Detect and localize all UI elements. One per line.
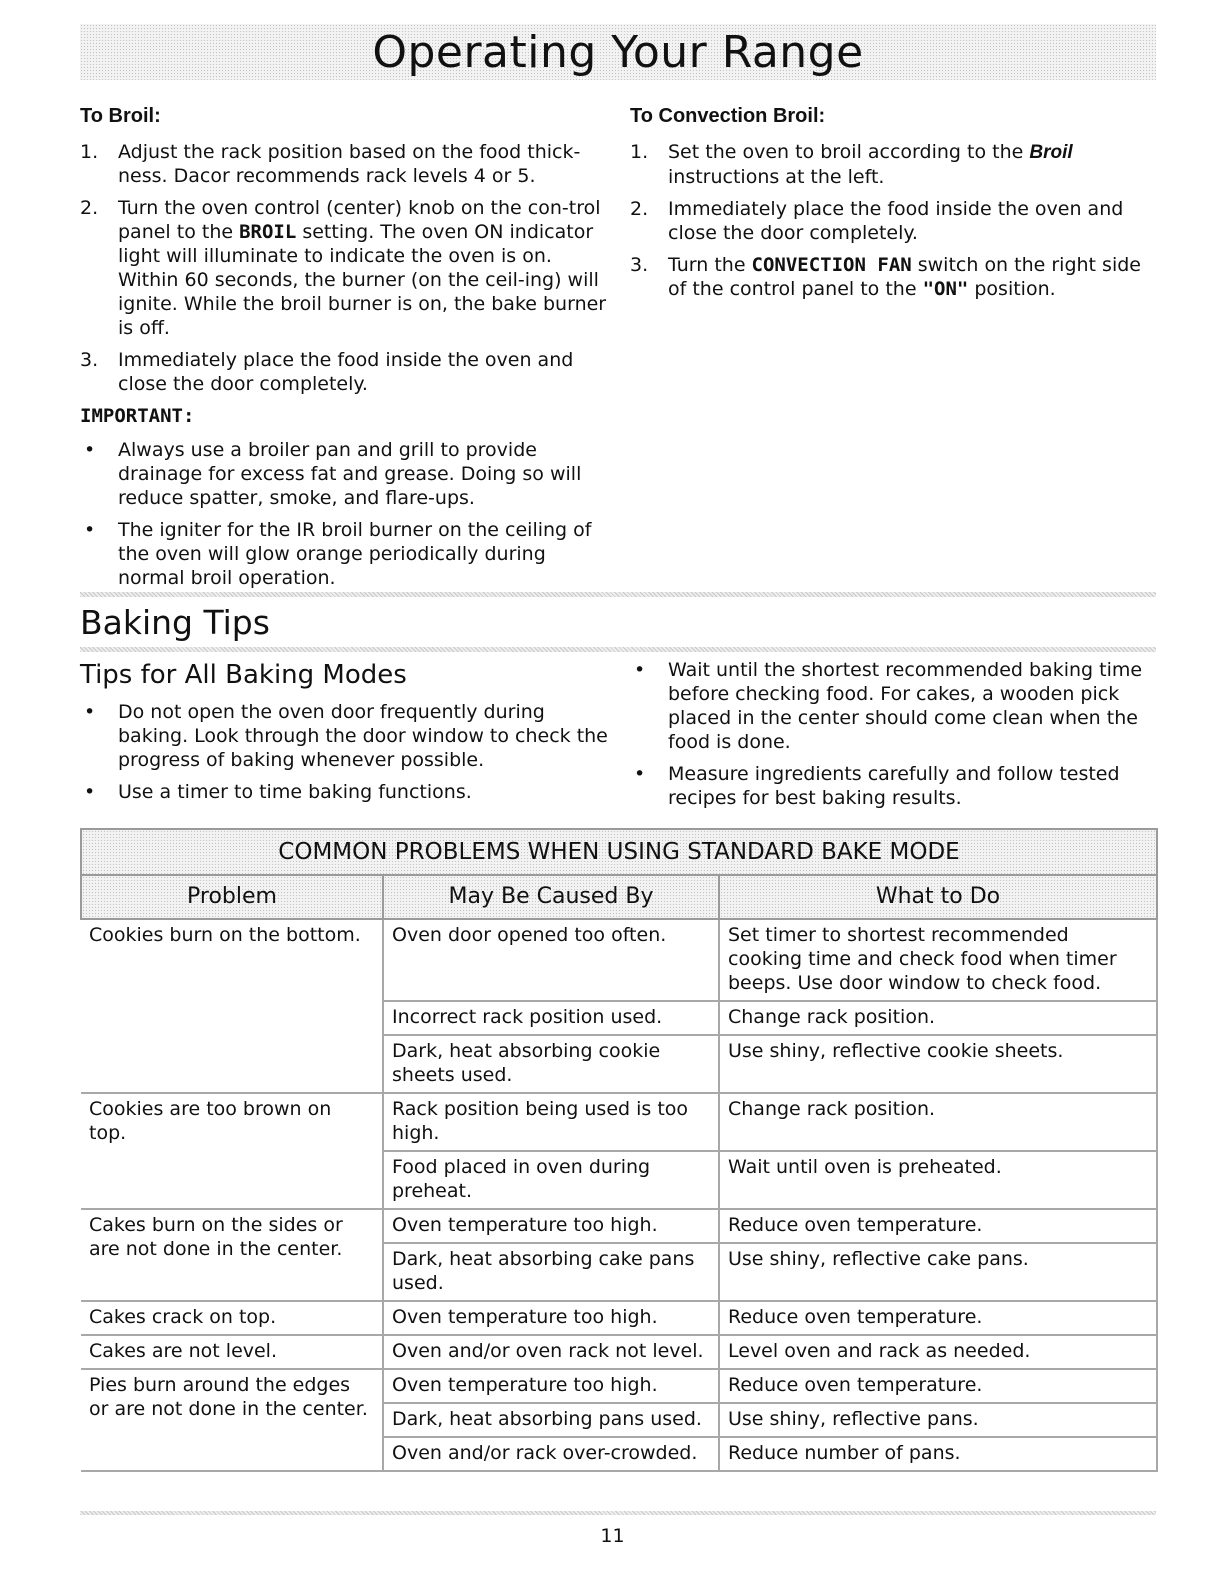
step-number: 1. [630, 141, 649, 163]
important-list [80, 438, 610, 590]
column-header-fix: What to Do [719, 875, 1157, 919]
problem-cell: Cookies are too brown on top. [81, 1093, 383, 1209]
step-text: Set the oven to broil according to the [668, 141, 1030, 163]
footer-divider [80, 1511, 1156, 1515]
cause-cell: Dark, heat absorbing cake pans used. [383, 1243, 719, 1301]
step-text: setting. The oven ON indicator light will illuminate to indicate the oven is on. Within 60 seconds, the burner (on the ceil-ing) will ignite. While the broil burner is on, the bake burner is off. [118, 221, 607, 339]
cause-cell: Oven and/or rack over-crowded. [383, 1437, 719, 1471]
cause-cell: Rack position being used is too high. [383, 1093, 719, 1151]
step-number: 2. [80, 197, 99, 219]
baking-tips-title: Baking Tips [80, 603, 270, 642]
table-row [81, 1301, 1157, 1335]
tips-list [80, 700, 610, 804]
convection-step [630, 253, 1160, 301]
cause-cell: Incorrect rack position used. [383, 1001, 719, 1035]
step-text: instructions at the left. [668, 166, 885, 188]
broil-section [80, 104, 610, 598]
step-emphasis: CONVECTION FAN [751, 254, 912, 276]
section-divider [80, 592, 1156, 597]
step-number: 1. [80, 141, 99, 163]
fix-cell: Use shiny, reflective cake pans. [719, 1243, 1157, 1301]
page-number: 11 [600, 1525, 625, 1547]
tip-item: • Wait until the shortest recommended baking time before checking food. For cakes, a wooden pick placed in the center should come clean when the food is done. [630, 658, 1150, 754]
column-header-cause: May Be Caused By [383, 875, 719, 919]
step-text: Adjust the rack position based on the food thick-ness. Dacor recommends rack levels 4 or 5. [118, 141, 581, 187]
step-text: Turn the oven control (center) knob on the con-trol panel to the [118, 197, 601, 243]
problem-cell: Cakes are not level. [81, 1335, 383, 1369]
fix-cell: Level oven and rack as needed. [719, 1335, 1157, 1369]
tip-item: • Do not open the oven door frequently during baking. Look through the door window to check the progress of baking whenever possible. [80, 700, 610, 772]
fix-cell: Reduce oven temperature. [719, 1301, 1157, 1335]
cause-cell: Oven and/or oven rack not level. [383, 1335, 719, 1369]
fix-cell: Reduce oven temperature. [719, 1369, 1157, 1403]
fix-cell: Wait until oven is preheated. [719, 1151, 1157, 1209]
cause-cell: Oven temperature too high. [383, 1301, 719, 1335]
convection-step [630, 140, 1160, 189]
fix-cell: Set timer to shortest recommended cooking time and check food when timer beeps. Use door window to check food. [719, 919, 1157, 1001]
step-emphasis: Broil [1029, 142, 1073, 163]
section-divider [80, 647, 1156, 652]
broil-step [80, 348, 610, 396]
table-caption: COMMON PROBLEMS WHEN USING STANDARD BAKE MODE [81, 829, 1157, 875]
problem-cell: Cakes burn on the sides or are not done in the center. [81, 1209, 383, 1301]
cause-cell: Oven temperature too high. [383, 1209, 719, 1243]
cause-cell: Dark, heat absorbing pans used. [383, 1403, 719, 1437]
important-item: • Always use a broiler pan and grill to provide drainage for excess fat and grease. Doing so will reduce spatter, smoke, and flare-ups. [80, 438, 610, 510]
page-title: Operating Your Range [372, 26, 864, 78]
fix-cell: Use shiny, reflective pans. [719, 1403, 1157, 1437]
cause-cell: Food placed in oven during preheat. [383, 1151, 719, 1209]
problem-cell: Cakes crack on top. [81, 1301, 383, 1335]
convection-broil-steps [630, 140, 1160, 301]
tip-item: • Use a timer to time baking functions. [80, 780, 610, 804]
cause-cell: Oven door opened too often. [383, 919, 719, 1001]
tips-right [630, 658, 1150, 818]
problem-cell: Cookies burn on the bottom. [81, 919, 383, 1093]
table-row [81, 1335, 1157, 1369]
convection-broil-heading: To Convection Broil: [630, 105, 826, 127]
tips-subtitle: Tips for All Baking Modes [80, 660, 407, 690]
problems-table [80, 828, 1158, 1472]
column-header-problem: Problem [81, 875, 383, 919]
broil-heading: To Broil: [80, 105, 161, 127]
broil-steps [80, 140, 610, 396]
table-row [81, 1369, 1157, 1403]
important-item: • The igniter for the IR broil burner on the ceiling of the oven will glow orange periodically during normal broil operation. [80, 518, 610, 590]
page-title-band [80, 24, 1156, 80]
step-number: 3. [80, 349, 99, 371]
tips-left [80, 700, 610, 812]
step-text: Immediately place the food inside the oven and close the door completely. [118, 349, 574, 395]
step-emphasis: "ON" [922, 278, 969, 300]
cause-cell: Dark, heat absorbing cookie sheets used. [383, 1035, 719, 1093]
step-text: Turn the [668, 254, 752, 276]
fix-cell: Use shiny, reflective cookie sheets. [719, 1035, 1157, 1093]
table-row [81, 1093, 1157, 1151]
problem-cell: Pies burn around the edges or are not done in the center. [81, 1369, 383, 1471]
step-text: Immediately place the food inside the oven and close the door completely. [668, 198, 1124, 244]
tips-list [630, 658, 1150, 810]
table-row [81, 919, 1157, 1001]
fix-cell: Change rack position. [719, 1001, 1157, 1035]
table-row [81, 1209, 1157, 1243]
step-number: 3. [630, 254, 649, 276]
fix-cell: Reduce number of pans. [719, 1437, 1157, 1471]
fix-cell: Reduce oven temperature. [719, 1209, 1157, 1243]
broil-step [80, 196, 610, 340]
step-text: switch on the right side of the control panel to the [668, 254, 1141, 300]
step-number: 2. [630, 198, 649, 220]
convection-broil-section [630, 104, 1160, 309]
tip-item: • Measure ingredients carefully and follow tested recipes for best baking results. [630, 762, 1150, 810]
broil-step [80, 140, 610, 188]
important-label: IMPORTANT: [80, 405, 195, 427]
convection-step [630, 197, 1160, 245]
step-text: position. [968, 278, 1056, 300]
step-emphasis: BROIL [239, 221, 297, 243]
fix-cell: Change rack position. [719, 1093, 1157, 1151]
cause-cell: Oven temperature too high. [383, 1369, 719, 1403]
